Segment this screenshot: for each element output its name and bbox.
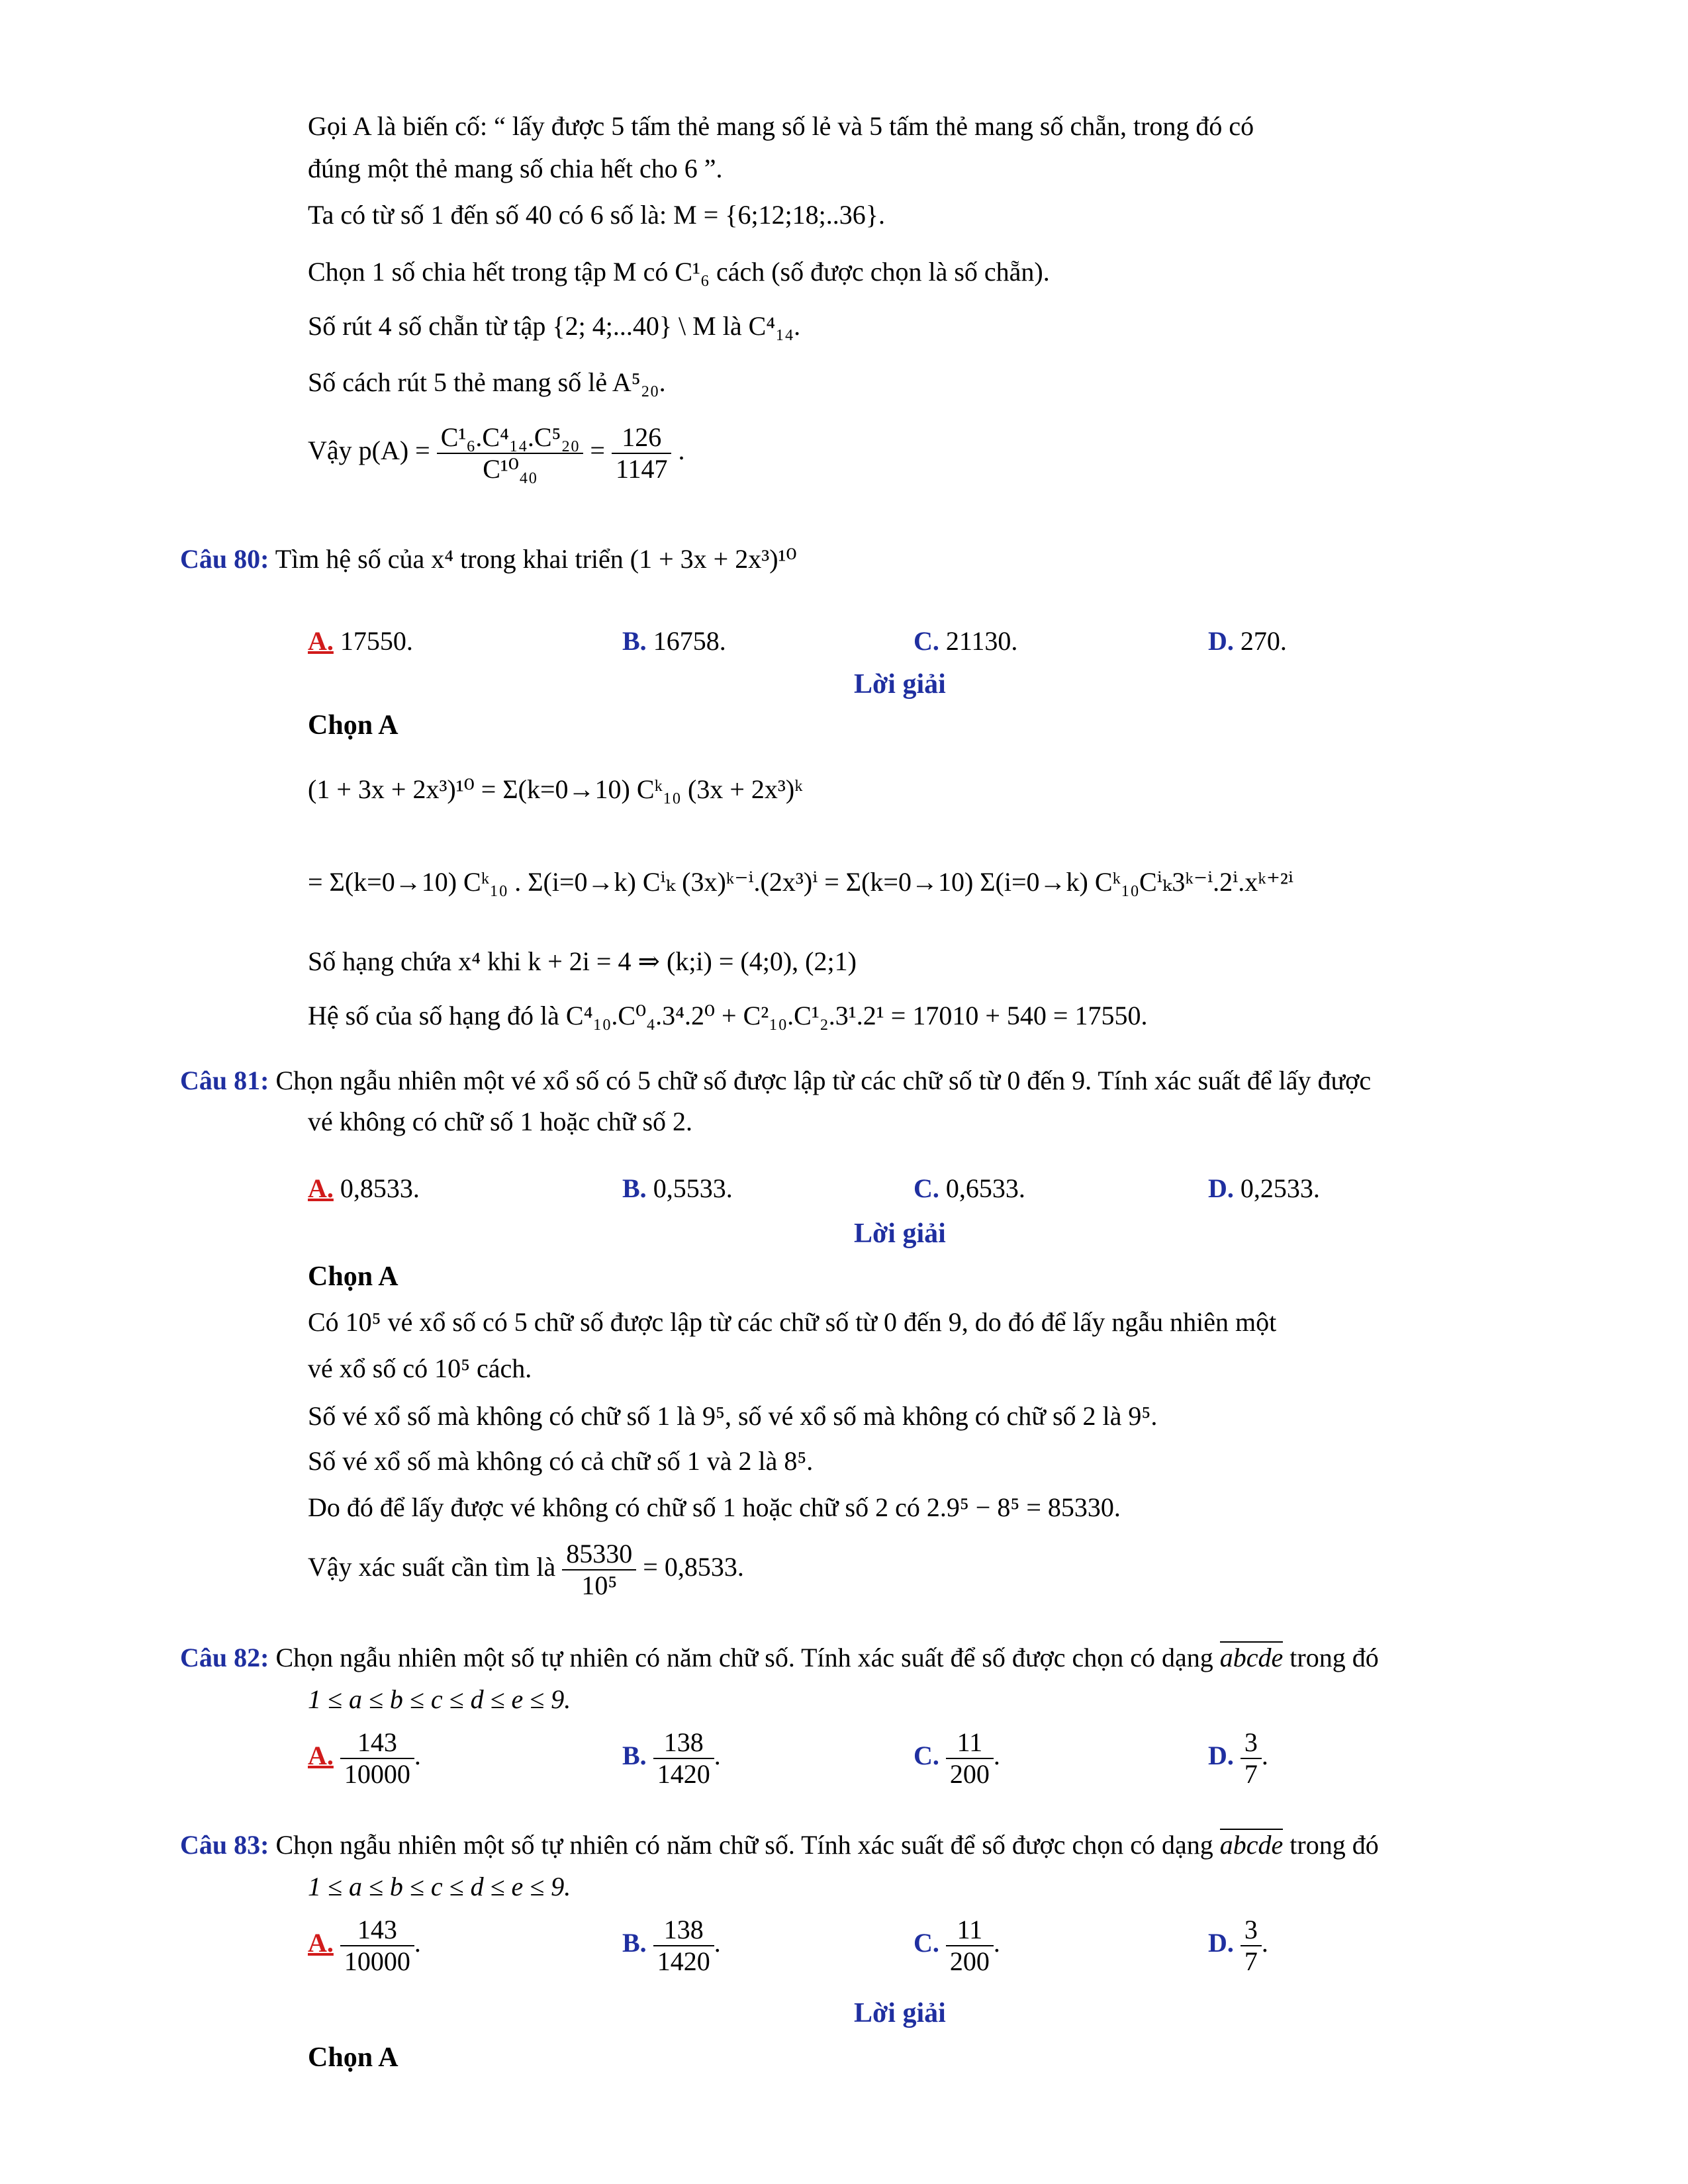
question-82	[180, 1643, 1379, 1673]
intro-probability-line	[308, 422, 684, 484]
option-c	[914, 1727, 1000, 1790]
solution-heading: Lời giải	[854, 1998, 946, 2028]
option-dot: .	[1261, 1741, 1268, 1771]
option-dot: .	[414, 1928, 421, 1958]
option-a	[308, 1173, 420, 1204]
question-text-end: trong đó	[1289, 1830, 1379, 1860]
fraction-denominator: 7	[1244, 1946, 1258, 1976]
result-denominator: 1147	[615, 454, 668, 484]
solution-heading: Lời giải	[854, 1218, 946, 1249]
question-81	[180, 1066, 1371, 1096]
option-key: D.	[1208, 1173, 1234, 1203]
option-key: A.	[308, 1173, 334, 1203]
question-83-condition: 1 ≤ a ≤ b ≤ c ≤ d ≤ e ≤ 9.	[308, 1872, 571, 1901]
option-d	[1208, 1915, 1268, 1977]
option-value: 0,5533.	[653, 1173, 733, 1203]
option-key: A.	[308, 626, 334, 656]
solution-step-4: Số vé xổ số mà không có cả chữ số 1 và 2 là 8⁵.	[308, 1446, 814, 1476]
option-key: B.	[622, 626, 647, 656]
probability-result	[612, 422, 672, 484]
fraction-denominator: 200	[949, 1759, 990, 1789]
number-form: abcde	[1219, 1830, 1284, 1860]
question-label: Câu 82:	[180, 1643, 269, 1672]
question-label: Câu 83:	[180, 1830, 269, 1860]
option-fraction	[340, 1915, 414, 1977]
intro-line-4: Chọn 1 số chia hết trong tập M có C¹₆ cách (số được chọn là số chẵn).	[308, 257, 1050, 287]
solution-step-2: = Σ(k=0→10) Cᵏ₁₀ . Σ(i=0→k) Cⁱₖ (3x)ᵏ⁻ⁱ.(2x³)ⁱ = Σ(k=0→10) Σ(i=0→k) Cᵏ₁₀Cⁱₖ3ᵏ⁻ⁱ.2ⁱ.xᵏ⁺²ⁱ	[308, 867, 1293, 897]
fraction-denominator: 200	[949, 1946, 990, 1976]
option-dot: .	[993, 1741, 1000, 1771]
number-form: abcde	[1219, 1643, 1284, 1672]
option-value: 0,8533.	[340, 1173, 420, 1203]
solution-step-3: Số vé xổ số mà không có chữ số 1 là 9⁵, số vé xổ số mà không có chữ số 2 là 9⁵.	[308, 1401, 1158, 1431]
option-dot: .	[1261, 1928, 1268, 1958]
option-c	[914, 1915, 1000, 1977]
solution-step-6	[308, 1539, 744, 1601]
fraction-numerator: 143	[340, 1915, 414, 1946]
fraction-numerator: C¹₆.C⁴₁₄.C⁵₂₀	[437, 422, 584, 454]
option-fraction	[1241, 1727, 1262, 1790]
question-81-cont: vé không có chữ số 1 hoặc chữ số 2.	[308, 1107, 693, 1136]
answer-choice: Chọn A	[308, 1261, 399, 1292]
step-prefix: Vậy xác suất cần tìm là	[308, 1552, 556, 1582]
probability-prefix: Vậy p(A) =	[308, 435, 430, 466]
question-label: Câu 81:	[180, 1066, 269, 1095]
fraction-denominator: 10000	[344, 1946, 410, 1976]
option-d	[1208, 625, 1287, 657]
question-label: Câu 80:	[180, 544, 269, 574]
option-dot: .	[714, 1741, 721, 1771]
option-fraction	[653, 1727, 714, 1790]
option-dot: .	[414, 1741, 421, 1771]
probability-fraction	[562, 1539, 636, 1601]
option-fraction	[1241, 1915, 1262, 1977]
option-value: 21130.	[945, 626, 1018, 656]
option-key: D.	[1208, 1741, 1234, 1771]
option-value: 0,6533.	[945, 1173, 1025, 1203]
fraction-numerator: 3	[1241, 1727, 1262, 1759]
intro-line-5: Số rút 4 số chẵn từ tập {2; 4;...40} \ M là C⁴₁₄.	[308, 311, 801, 341]
answer-choice: Chọn A	[308, 710, 399, 741]
option-value: 16758.	[653, 626, 726, 656]
option-key: B.	[622, 1928, 647, 1958]
option-key: C.	[914, 626, 939, 656]
option-c	[914, 1173, 1025, 1204]
question-80	[180, 544, 797, 574]
fraction-numerator: 11	[946, 1915, 994, 1946]
question-83	[180, 1830, 1379, 1860]
solution-step-1: (1 + 3x + 2x³)¹⁰ = Σ(k=0→10) Cᵏ₁₀ (3x + 2x³)ᵏ	[308, 774, 803, 804]
option-key: A.	[308, 1928, 334, 1958]
solution-step-2: vé xổ số có 10⁵ cách.	[308, 1353, 532, 1383]
option-fraction	[946, 1915, 994, 1977]
option-b	[622, 1915, 721, 1977]
option-fraction	[340, 1727, 414, 1790]
solution-step-1: Có 10⁵ vé xổ số có 5 chữ số được lập từ các chữ số từ 0 đến 9, do đó để lấy ngẫu nhiên một	[308, 1307, 1277, 1337]
fraction-denominator: 10000	[344, 1759, 410, 1789]
fraction-denominator: 10⁵	[581, 1570, 618, 1600]
option-a	[308, 1727, 421, 1790]
result-numerator: 126	[612, 422, 672, 454]
question-text: Chọn ngẫu nhiên một số tự nhiên có năm chữ số. Tính xác suất để số được chọn có dạng	[275, 1643, 1213, 1672]
option-a	[308, 625, 413, 657]
solution-heading: Lời giải	[854, 669, 946, 700]
fraction-numerator: 138	[653, 1727, 714, 1759]
answer-choice: Chọn A	[308, 2042, 399, 2073]
equals-sign: =	[590, 435, 605, 466]
option-value: 270.	[1240, 626, 1287, 656]
period: .	[678, 435, 685, 466]
option-key: D.	[1208, 626, 1234, 656]
option-key: D.	[1208, 1928, 1234, 1958]
option-b	[622, 1173, 733, 1204]
option-key: A.	[308, 1741, 334, 1771]
option-key: C.	[914, 1928, 939, 1958]
option-a	[308, 1915, 421, 1977]
option-value: 0,2533.	[1240, 1173, 1320, 1203]
intro-line-2: đúng một thẻ mang số chia hết cho 6 ”.	[308, 154, 723, 183]
fraction-numerator: 143	[340, 1727, 414, 1759]
option-b	[622, 1727, 721, 1790]
option-value: 17550.	[340, 626, 413, 656]
option-dot: .	[993, 1928, 1000, 1958]
solution-step-3: Số hạng chứa x⁴ khi k + 2i = 4 ⇒ (k;i) = (4;0), (2;1)	[308, 946, 857, 976]
option-key: C.	[914, 1173, 939, 1203]
option-key: B.	[622, 1741, 647, 1771]
option-b	[622, 625, 726, 657]
option-fraction	[653, 1915, 714, 1977]
intro-line-3: Ta có từ số 1 đến số 40 có 6 số là: M = {6;12;18;..36}.	[308, 200, 885, 230]
solution-step-4: Hệ số của số hạng đó là C⁴₁₀.C⁰₄.3⁴.2⁰ + C²₁₀.C¹₂.3¹.2¹ = 17010 + 540 = 17550.	[308, 1001, 1148, 1030]
option-fraction	[946, 1727, 994, 1790]
option-c	[914, 625, 1017, 657]
fraction-numerator: 11	[946, 1727, 994, 1759]
option-d	[1208, 1173, 1320, 1204]
solution-step-5: Do đó để lấy được vé không có chữ số 1 hoặc chữ số 2 có 2.9⁵ − 8⁵ = 85330.	[308, 1492, 1121, 1522]
question-text: Chọn ngẫu nhiên một vé xổ số có 5 chữ số được lập từ các chữ số từ 0 đến 9. Tính xác suất để lấy được	[275, 1066, 1372, 1095]
fraction-numerator: 85330	[562, 1539, 636, 1570]
step-suffix: = 0,8533.	[643, 1552, 744, 1582]
fraction-denominator: 1420	[657, 1759, 710, 1789]
option-key: C.	[914, 1741, 939, 1771]
question-82-condition: 1 ≤ a ≤ b ≤ c ≤ d ≤ e ≤ 9.	[308, 1684, 571, 1714]
option-dot: .	[714, 1928, 721, 1958]
question-text: Tìm hệ số của x⁴ trong khai triển (1 + 3x + 2x³)¹⁰	[275, 544, 797, 574]
fraction-denominator: 7	[1244, 1759, 1258, 1789]
intro-line-6: Số cách rút 5 thẻ mang số lẻ A⁵₂₀.	[308, 367, 666, 397]
probability-fraction	[437, 422, 584, 484]
fraction-denominator: 1420	[657, 1946, 710, 1976]
fraction-numerator: 3	[1241, 1915, 1262, 1946]
option-key: B.	[622, 1173, 647, 1203]
question-text: Chọn ngẫu nhiên một số tự nhiên có năm chữ số. Tính xác suất để số được chọn có dạng	[275, 1830, 1213, 1860]
option-d	[1208, 1727, 1268, 1790]
intro-line-1: Gọi A là biến cố: “ lấy được 5 tấm thẻ mang số lẻ và 5 tấm thẻ mang số chẵn, trong đó có	[308, 111, 1254, 141]
fraction-numerator: 138	[653, 1915, 714, 1946]
question-text-end: trong đó	[1289, 1643, 1379, 1672]
fraction-denominator: C¹⁰₄₀	[483, 454, 538, 484]
